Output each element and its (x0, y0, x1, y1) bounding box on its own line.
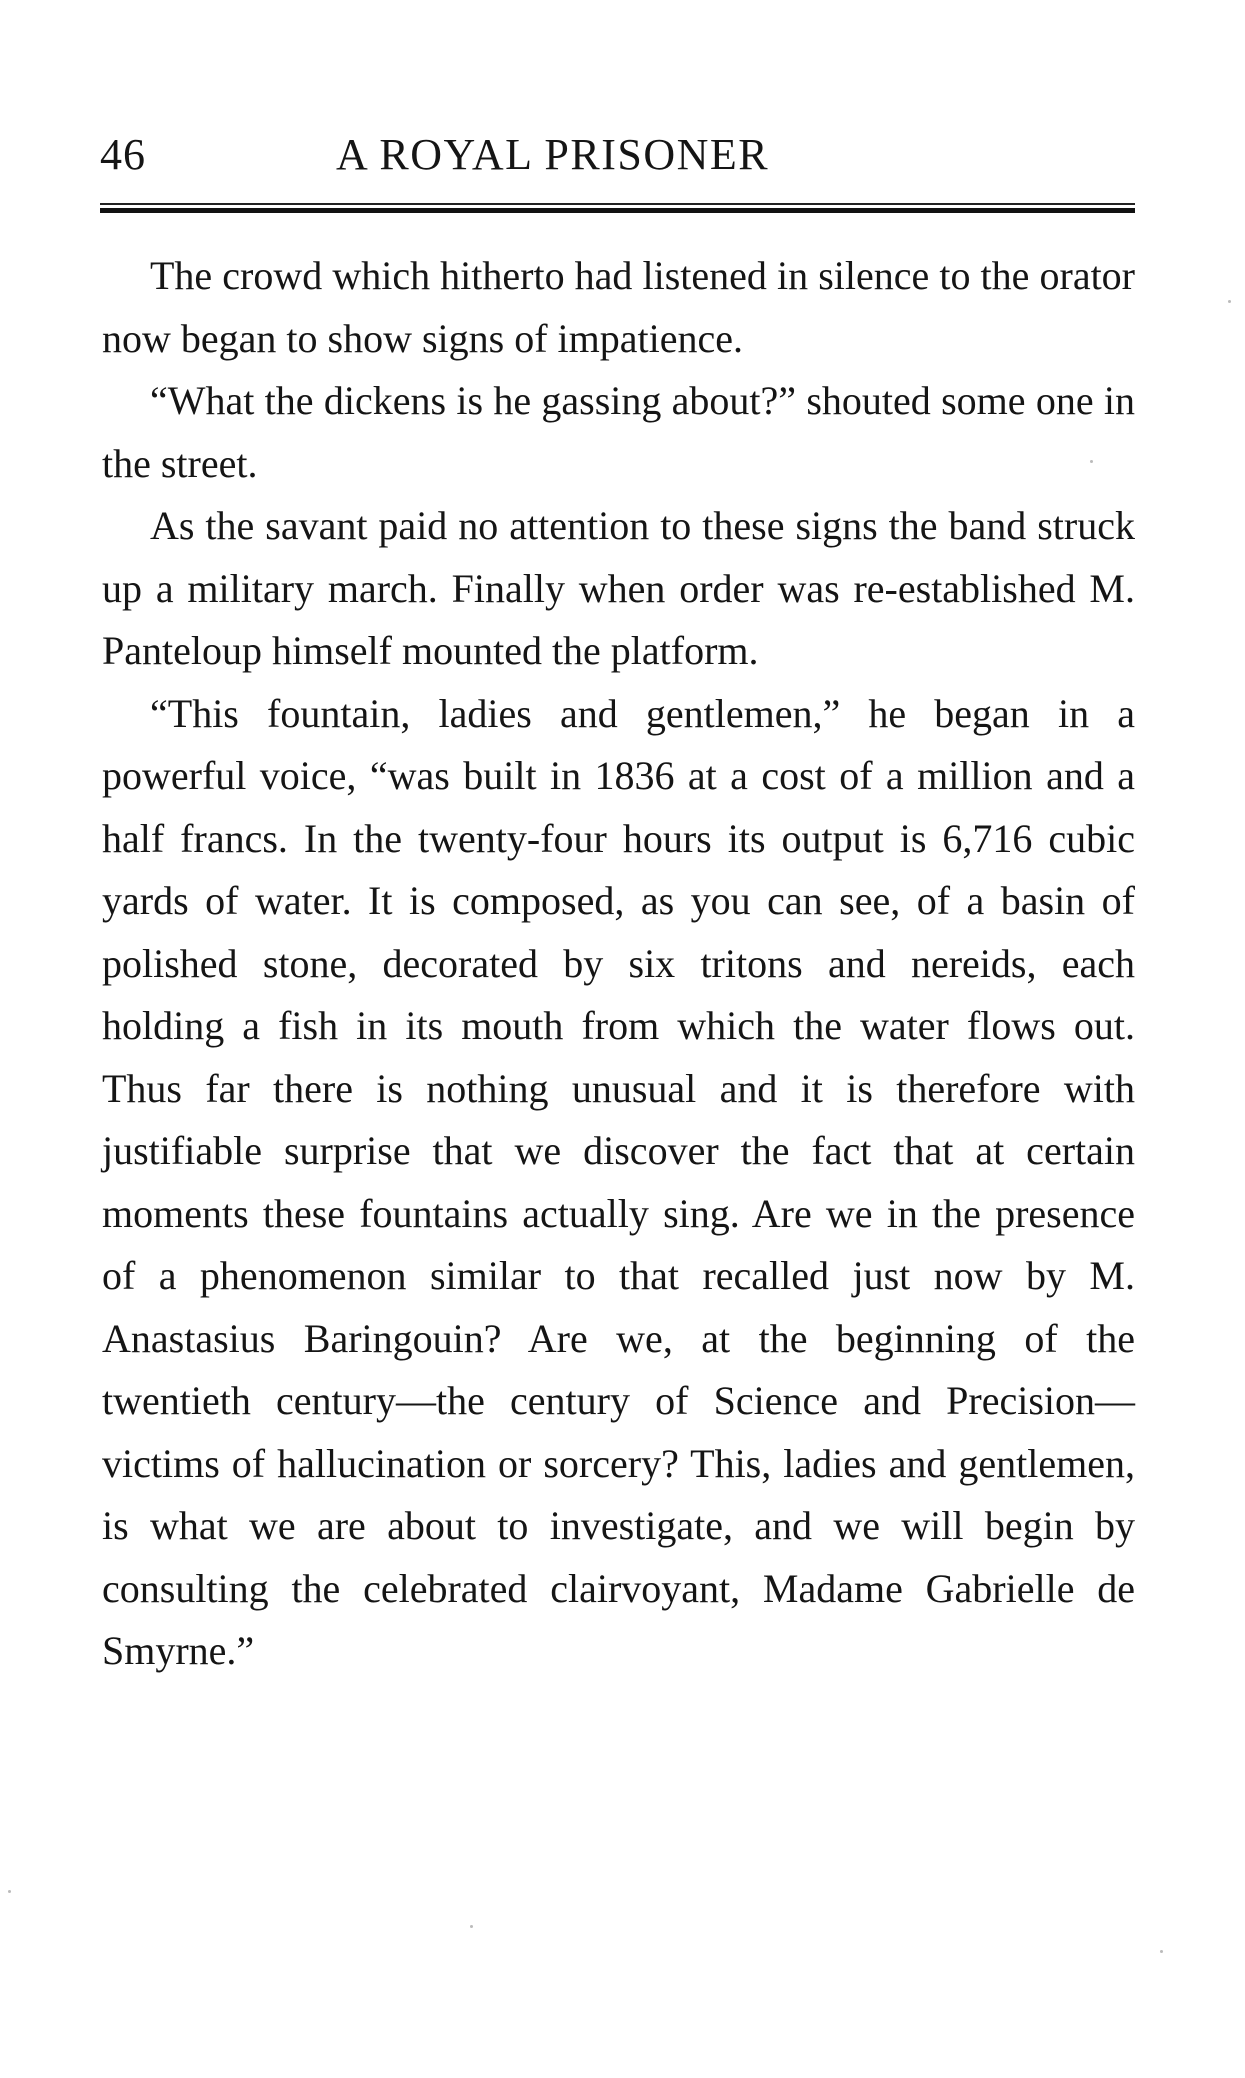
scan-speck (1090, 460, 1093, 463)
running-head (100, 130, 1135, 180)
paragraph: The crowd which hitherto had listened in silence to the orator now began to show signs of impatience. (102, 253, 1135, 361)
paragraph: “What the dickens is he gassing about?” shouted some one in the street. (102, 378, 1135, 486)
scan-speck (1160, 1950, 1163, 1953)
scan-speck (8, 1890, 11, 1893)
paragraph: As the savant paid no attention to these signs the band struck up a military march. Finally when order was re-established M. Panteloup himself mounted the platform. (102, 503, 1135, 673)
scan-speck (1228, 300, 1231, 303)
running-title: A ROYAL PRISONER (336, 130, 770, 179)
scan-speck (470, 1925, 473, 1928)
header-rule (100, 203, 1135, 213)
body-text (102, 245, 1135, 1683)
page-number: 46 (100, 130, 146, 179)
paragraph: “This fountain, ladies and gentlemen,” he began in a powerful voice, “was built in 1836 at a cost of a million and a half francs. In the twenty-four hours its output is 6,716 cubic yards of water. It is composed, as you can see, of a basin of polished stone, decorated by six tritons and nereids, each holding a fish in its mouth from which the water flows out. Thus far there is nothing unusual and it is therefore with justifiable surprise that we discover the fact that at certain moments these fountains actually sing. Are we in the presence of a phenomenon similar to that recalled just now by M. Anastasius Baringouin? Are we, at the beginning of the twentieth century—the century of Science and Precision—victims of hallucination or sorcery? This, ladies and gentlemen, is what we are about to investigate, and we will begin by consulting the celebrated clairvoyant, Madame Gabrielle de Smyrne.” (102, 690, 1135, 1673)
